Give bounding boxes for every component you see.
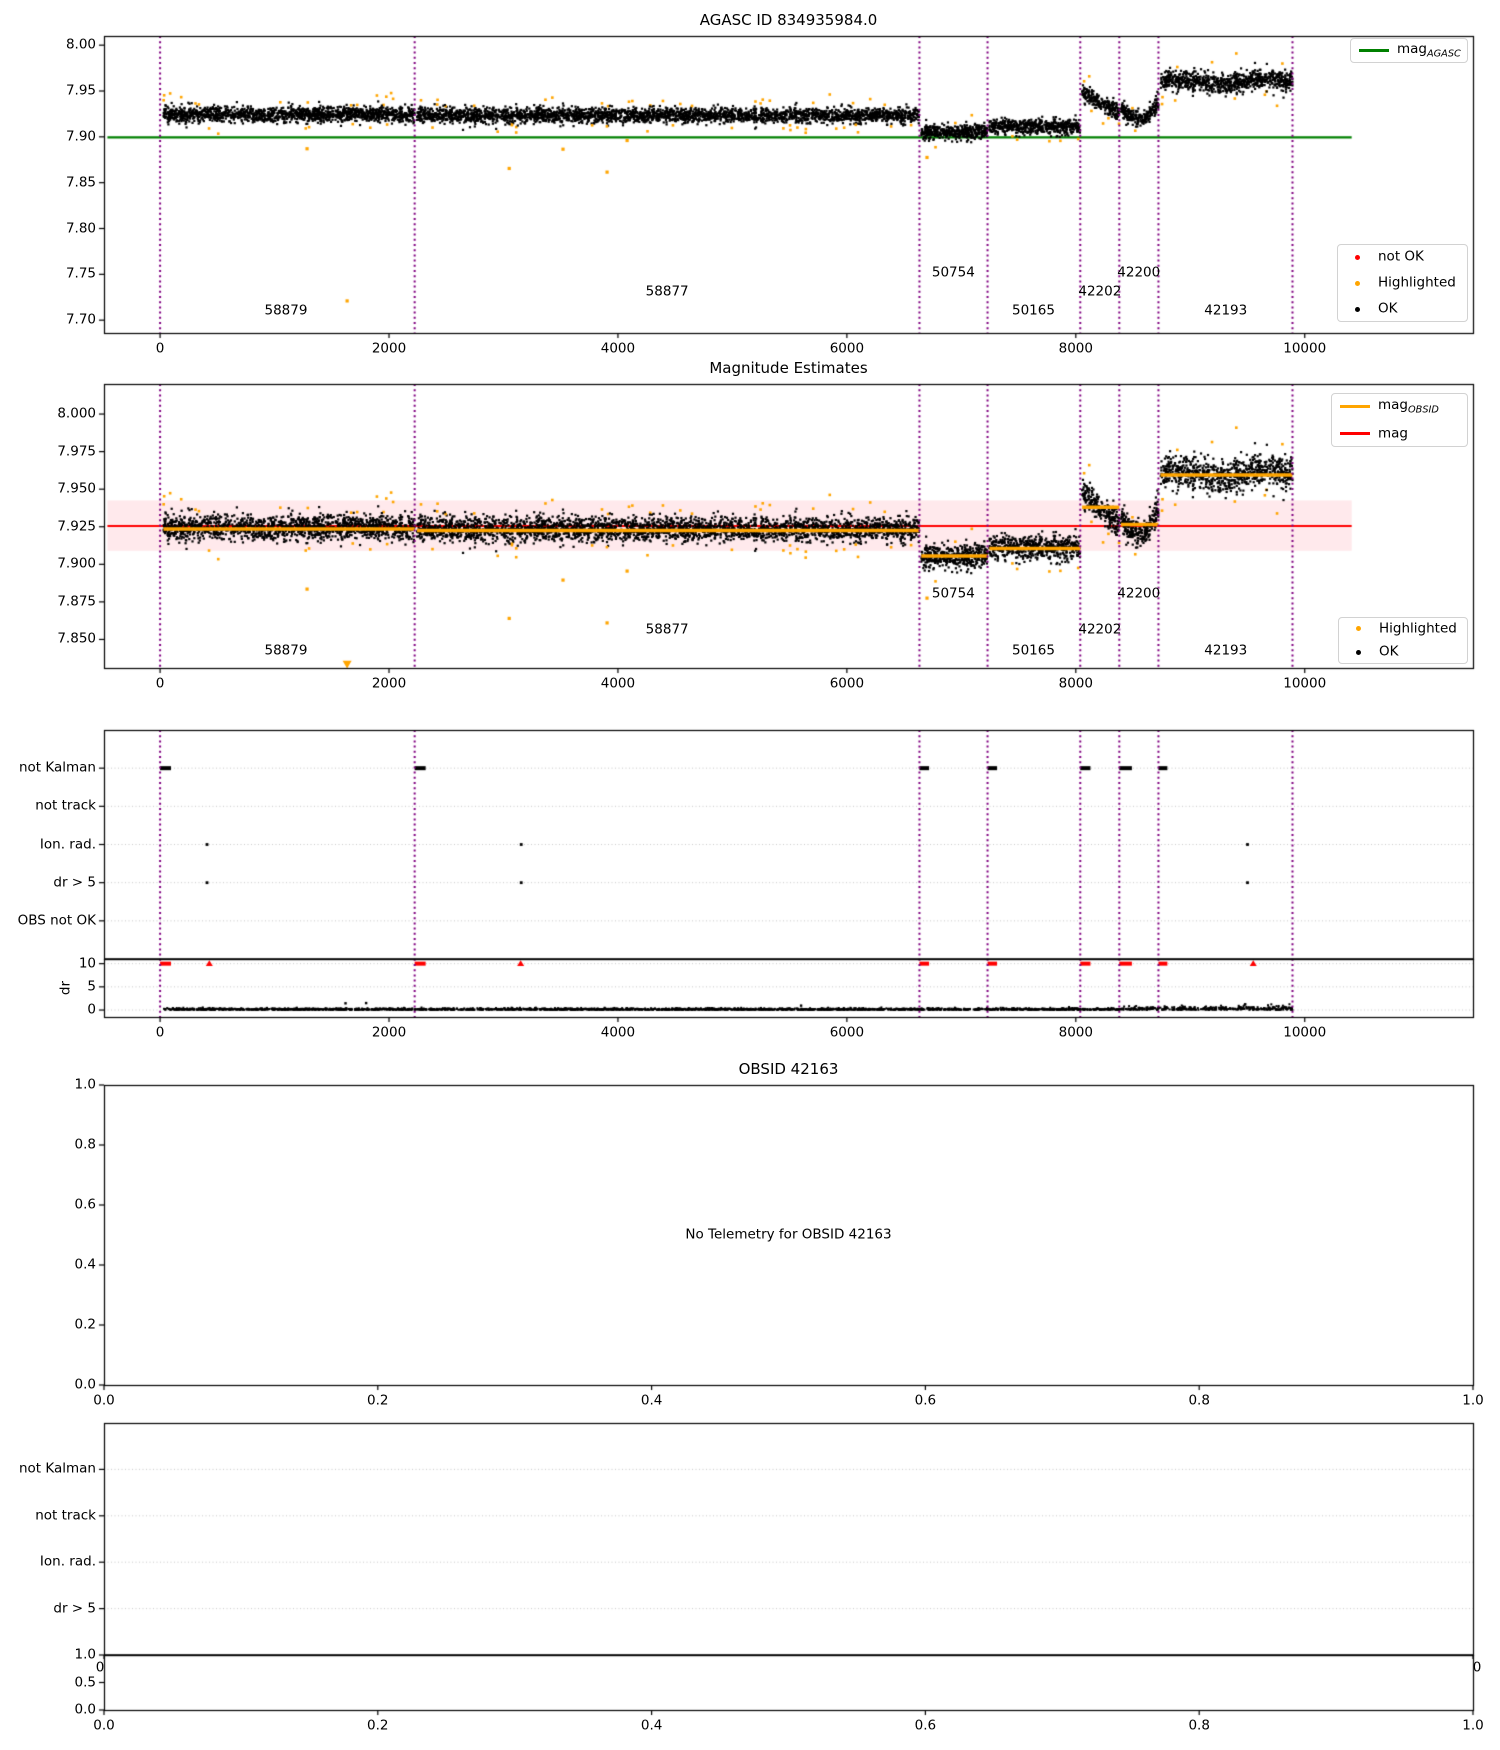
legend-line-swatch — [1359, 49, 1389, 52]
flag-category-label: dr > 5 — [53, 1600, 96, 1617]
legend-line-swatch — [1340, 432, 1370, 435]
legend-dot-marker — [1355, 255, 1360, 260]
y-tick-label: 7.900 — [57, 555, 96, 572]
legend-label — [1378, 426, 1408, 441]
legend-label — [1378, 302, 1397, 317]
legend-label — [1378, 397, 1439, 415]
legend-label-text: mag — [1397, 40, 1427, 57]
obsid-label: 42200 — [1117, 585, 1161, 602]
legend-label-text: OK — [1378, 300, 1398, 317]
x-tick-label: 0.8 — [1188, 1717, 1210, 1734]
y-tick-label: 0.0 — [74, 1376, 96, 1393]
legend-label-text: mag — [1378, 425, 1408, 442]
x-tick-label: 0.4 — [640, 1717, 663, 1734]
plot-title: Magnitude Estimates — [709, 358, 868, 377]
plot-title: AGASC ID 834935984.0 — [699, 10, 878, 29]
y-tick-label: 7.85 — [65, 174, 96, 191]
x-tick-label: 0.0 — [93, 1392, 115, 1409]
legend-label — [1378, 276, 1456, 291]
flag-category-label: OBS not OK — [17, 912, 96, 929]
obsid-label: 58879 — [264, 302, 308, 319]
x-tick-label: 1.0 — [1462, 1717, 1484, 1734]
dr-tick-label: 10 — [78, 955, 96, 972]
obsid-label: 42193 — [1204, 302, 1248, 319]
obsid-label: 42200 — [1117, 264, 1161, 281]
plot-title: OBSID 42163 — [738, 1059, 839, 1078]
legend-label-text: Highlighted — [1379, 620, 1457, 637]
flag-category-label: Ion. rad. — [39, 836, 96, 853]
x-tick-label: 0.2 — [367, 1717, 389, 1734]
y-tick-label: 7.975 — [57, 443, 96, 460]
flag-category-label: dr > 5 — [53, 874, 96, 891]
dr-tick-label: 5 — [87, 978, 96, 995]
x-tick-label: 0.6 — [914, 1392, 937, 1409]
legend-dot-marker — [1355, 307, 1360, 312]
obsid-label: 58877 — [645, 283, 689, 300]
x-tick-label: 10000 — [1283, 340, 1327, 357]
obsid-label: 50754 — [931, 585, 975, 602]
x-tick-label: 6000 — [829, 1024, 865, 1041]
y-tick-label: 7.925 — [57, 518, 96, 535]
obsid-label: 42202 — [1078, 622, 1122, 638]
y-tick-label: 7.75 — [65, 265, 96, 282]
y-tick-label: 8.000 — [57, 405, 96, 422]
obsid-label: 42202 — [1078, 283, 1122, 300]
obsid-label: 42193 — [1204, 643, 1248, 660]
dr-tick-label: 0.0 — [74, 1701, 96, 1718]
x-tick-label: 10000 — [1283, 1024, 1327, 1041]
dr-tick-label: 0 — [87, 1001, 96, 1018]
y-tick-label: 7.95 — [65, 82, 96, 99]
flag-category-label: not Kalman — [18, 1460, 96, 1477]
x-tick-label: 0.4 — [640, 1392, 663, 1409]
y-tick-label: 8.00 — [65, 36, 96, 53]
x-tick-label: 0 — [155, 1024, 165, 1041]
flags-x-zero-label: 0 — [95, 1659, 105, 1676]
obsid-label: 50165 — [1011, 302, 1055, 319]
dr-tick-label: 0.5 — [74, 1674, 96, 1691]
x-tick-label: 4000 — [600, 1024, 636, 1041]
y-tick-label: 1.0 — [74, 1076, 96, 1093]
y-tick-label: 7.80 — [65, 220, 96, 237]
x-tick-label: 0 — [155, 340, 165, 357]
dr-tick-label: 1.0 — [74, 1646, 96, 1663]
legend-label-text: not OK — [1378, 248, 1424, 265]
legend-label-text: OK — [1379, 643, 1399, 660]
y-tick-label: 0.6 — [74, 1196, 96, 1213]
legend-label — [1397, 41, 1461, 59]
legend-label-text: mag — [1378, 396, 1408, 413]
legend-dot-marker — [1356, 650, 1361, 655]
legend-label-text: Highlighted — [1378, 274, 1456, 291]
x-tick-label: 0 — [155, 675, 165, 692]
y-tick-label: 7.70 — [65, 311, 96, 328]
y-tick-label: 0.2 — [74, 1316, 96, 1333]
x-tick-label: 8000 — [1058, 1024, 1093, 1041]
y-tick-label: 0.4 — [74, 1256, 96, 1273]
y-tick-label: 7.850 — [57, 631, 96, 648]
flag-category-label: not track — [35, 797, 96, 814]
y-tick-label: 7.875 — [57, 593, 96, 610]
x-tick-label: 2000 — [371, 675, 407, 692]
legend-dot-marker — [1355, 281, 1360, 286]
legend-label — [1379, 645, 1398, 660]
x-tick-label: 2000 — [371, 340, 407, 357]
legend-label-subscript: OBSID — [1408, 404, 1439, 415]
obsid-label: 58877 — [645, 622, 689, 638]
x-tick-label: 6000 — [829, 675, 865, 692]
x-tick-label: 0.0 — [93, 1717, 115, 1734]
y-tick-label: 0.8 — [74, 1136, 96, 1153]
x-tick-label: 10000 — [1283, 675, 1327, 692]
x-tick-label: 0.2 — [367, 1392, 389, 1409]
legend-line-swatch — [1340, 405, 1370, 409]
flag-category-label: not track — [35, 1507, 96, 1524]
x-tick-label: 0.8 — [1188, 1392, 1210, 1409]
legend-label-subscript: AGASC — [1427, 48, 1461, 59]
obsid-label: 50754 — [931, 264, 975, 281]
flag-category-label: not Kalman — [18, 759, 96, 776]
x-tick-label: 0.6 — [914, 1717, 937, 1734]
legend-label — [1379, 621, 1457, 636]
dr-axis-label: dr — [57, 980, 74, 996]
x-tick-label: 8000 — [1058, 340, 1093, 357]
x-tick-label: 4000 — [600, 675, 636, 692]
flags-x-zero-label: 0 — [1472, 1659, 1482, 1676]
no-telemetry-text: No Telemetry for OBSID 42163 — [685, 1226, 892, 1243]
x-tick-label: 4000 — [600, 340, 636, 357]
y-tick-label: 7.950 — [57, 480, 96, 497]
x-tick-label: 8000 — [1058, 675, 1093, 692]
obsid-label: 58879 — [264, 643, 308, 660]
x-tick-label: 6000 — [829, 340, 865, 357]
x-tick-label: 1.0 — [1462, 1392, 1484, 1409]
flag-category-label: Ion. rad. — [39, 1553, 96, 1570]
x-tick-label: 2000 — [371, 1024, 407, 1041]
y-tick-label: 7.90 — [65, 128, 96, 145]
obsid-label: 50165 — [1011, 643, 1055, 660]
legend-label — [1378, 250, 1424, 265]
